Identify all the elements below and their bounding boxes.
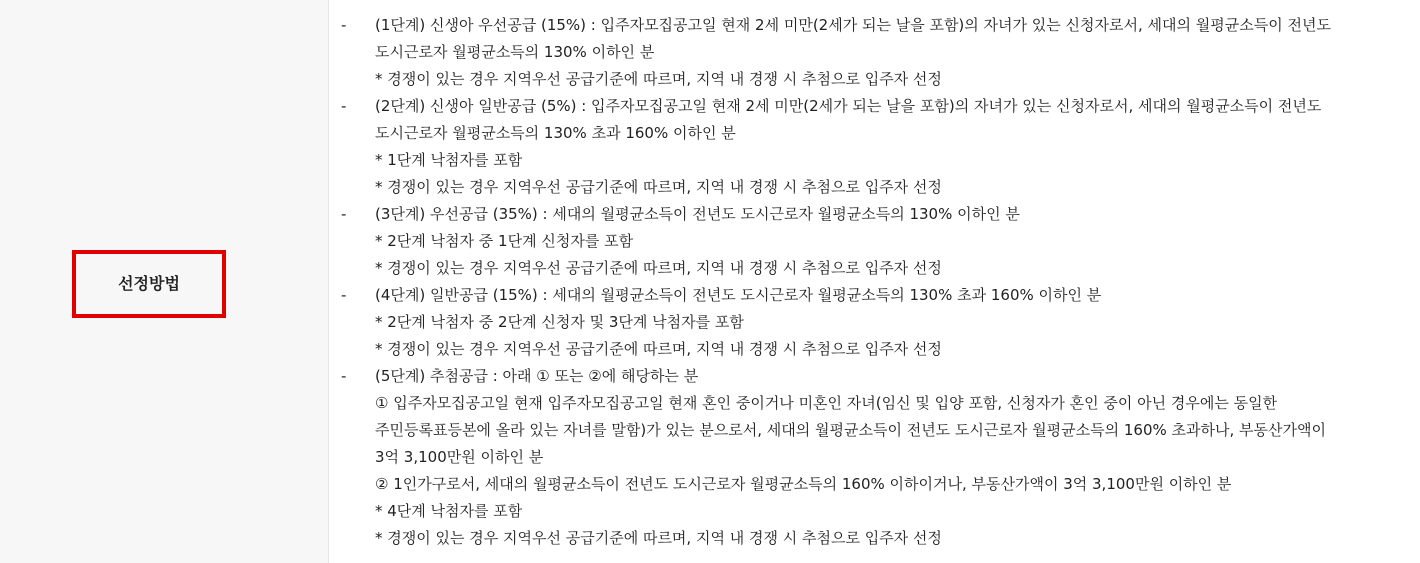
content-line bbox=[341, 471, 1411, 498]
dash-bullet: - bbox=[341, 16, 347, 34]
content-line bbox=[341, 309, 1411, 336]
content-line bbox=[341, 39, 1411, 66]
dash-bullet: - bbox=[341, 205, 347, 223]
content-line bbox=[341, 201, 1411, 228]
content-line bbox=[341, 417, 1411, 444]
line-text: ① 입주자모집공고일 현재 입주자모집공고일 현재 혼인 중이거나 미혼인 자녀(임신 및 입양 포함, 신청자가 혼인 중이 아닌 경우에는 동일한 bbox=[375, 394, 1278, 412]
content-line bbox=[341, 228, 1411, 255]
line-text: * 경쟁이 있는 경우 지역우선 공급기준에 따르며, 지역 내 경쟁 시 추첨으로 입주자 선정 bbox=[375, 340, 942, 358]
dash-bullet: - bbox=[341, 97, 347, 115]
line-text: (5단계) 추첨공급 : 아래 ① 또는 ②에 해당하는 분 bbox=[375, 367, 699, 385]
content-line bbox=[341, 282, 1411, 309]
line-text: 주민등록표등본에 올라 있는 자녀를 말함)가 있는 분으로서, 세대의 월평균소득이 전년도 도시근로자 월평균소득의 160% 초과하나, 부동산가액이 bbox=[375, 421, 1326, 439]
content-line bbox=[341, 12, 1411, 39]
line-text: * 2단계 낙첨자 중 1단계 신청자를 포함 bbox=[375, 232, 634, 250]
content-line bbox=[341, 93, 1411, 120]
line-text: * 경쟁이 있는 경우 지역우선 공급기준에 따르며, 지역 내 경쟁 시 추첨으로 입주자 선정 bbox=[375, 70, 942, 88]
highlight-box bbox=[72, 250, 226, 318]
content-line bbox=[341, 255, 1411, 282]
row-label: 선정방법 bbox=[118, 273, 180, 293]
line-text: * 4단계 낙첨자를 포함 bbox=[375, 502, 523, 520]
line-text: 도시근로자 월평균소득의 130% 이하인 분 bbox=[375, 43, 655, 61]
content-line bbox=[341, 498, 1411, 525]
line-text: 3억 3,100만원 이하인 분 bbox=[375, 448, 544, 466]
content-line bbox=[341, 363, 1411, 390]
line-text: 도시근로자 월평균소득의 130% 초과 160% 이하인 분 bbox=[375, 124, 736, 142]
content-line bbox=[341, 390, 1411, 417]
line-text: * 1단계 낙첨자를 포함 bbox=[375, 151, 523, 169]
line-text: * 2단계 낙첨자 중 2단계 신청자 및 3단계 낙첨자를 포함 bbox=[375, 313, 744, 331]
line-text: ② 1인가구로서, 세대의 월평균소득이 전년도 도시근로자 월평균소득의 160% 이하이거나, 부동산가액이 3억 3,100만원 이하인 분 bbox=[375, 475, 1232, 493]
line-text: (4단계) 일반공급 (15%) : 세대의 월평균소득이 전년도 도시근로자 월평균소득의 130% 초과 160% 이하인 분 bbox=[375, 286, 1102, 304]
content-line bbox=[341, 336, 1411, 363]
content-line bbox=[341, 120, 1411, 147]
dash-bullet: - bbox=[341, 286, 347, 304]
content-line bbox=[341, 525, 1411, 552]
content-line bbox=[341, 444, 1411, 471]
line-text: (2단계) 신생아 일반공급 (5%) : 입주자모집공고일 현재 2세 미만(2세가 되는 날을 포함)의 자녀가 있는 신청자로서, 세대의 월평균소득이 전년도 bbox=[375, 97, 1322, 115]
selection-method-content bbox=[341, 12, 1411, 552]
line-text: * 경쟁이 있는 경우 지역우선 공급기준에 따르며, 지역 내 경쟁 시 추첨으로 입주자 선정 bbox=[375, 259, 942, 277]
dash-bullet: - bbox=[341, 367, 347, 385]
line-text: * 경쟁이 있는 경우 지역우선 공급기준에 따르며, 지역 내 경쟁 시 추첨으로 입주자 선정 bbox=[375, 529, 942, 547]
line-text: * 경쟁이 있는 경우 지역우선 공급기준에 따르며, 지역 내 경쟁 시 추첨으로 입주자 선정 bbox=[375, 178, 942, 196]
content-line bbox=[341, 174, 1411, 201]
content-line bbox=[341, 147, 1411, 174]
content-line bbox=[341, 66, 1411, 93]
label-column bbox=[0, 0, 329, 563]
line-text: (3단계) 우선공급 (35%) : 세대의 월평균소득이 전년도 도시근로자 월평균소득의 130% 이하인 분 bbox=[375, 205, 1020, 223]
line-text: (1단계) 신생아 우선공급 (15%) : 입주자모집공고일 현재 2세 미만(2세가 되는 날을 포함)의 자녀가 있는 신청자로서, 세대의 월평균소득이 전년도 bbox=[375, 16, 1331, 34]
